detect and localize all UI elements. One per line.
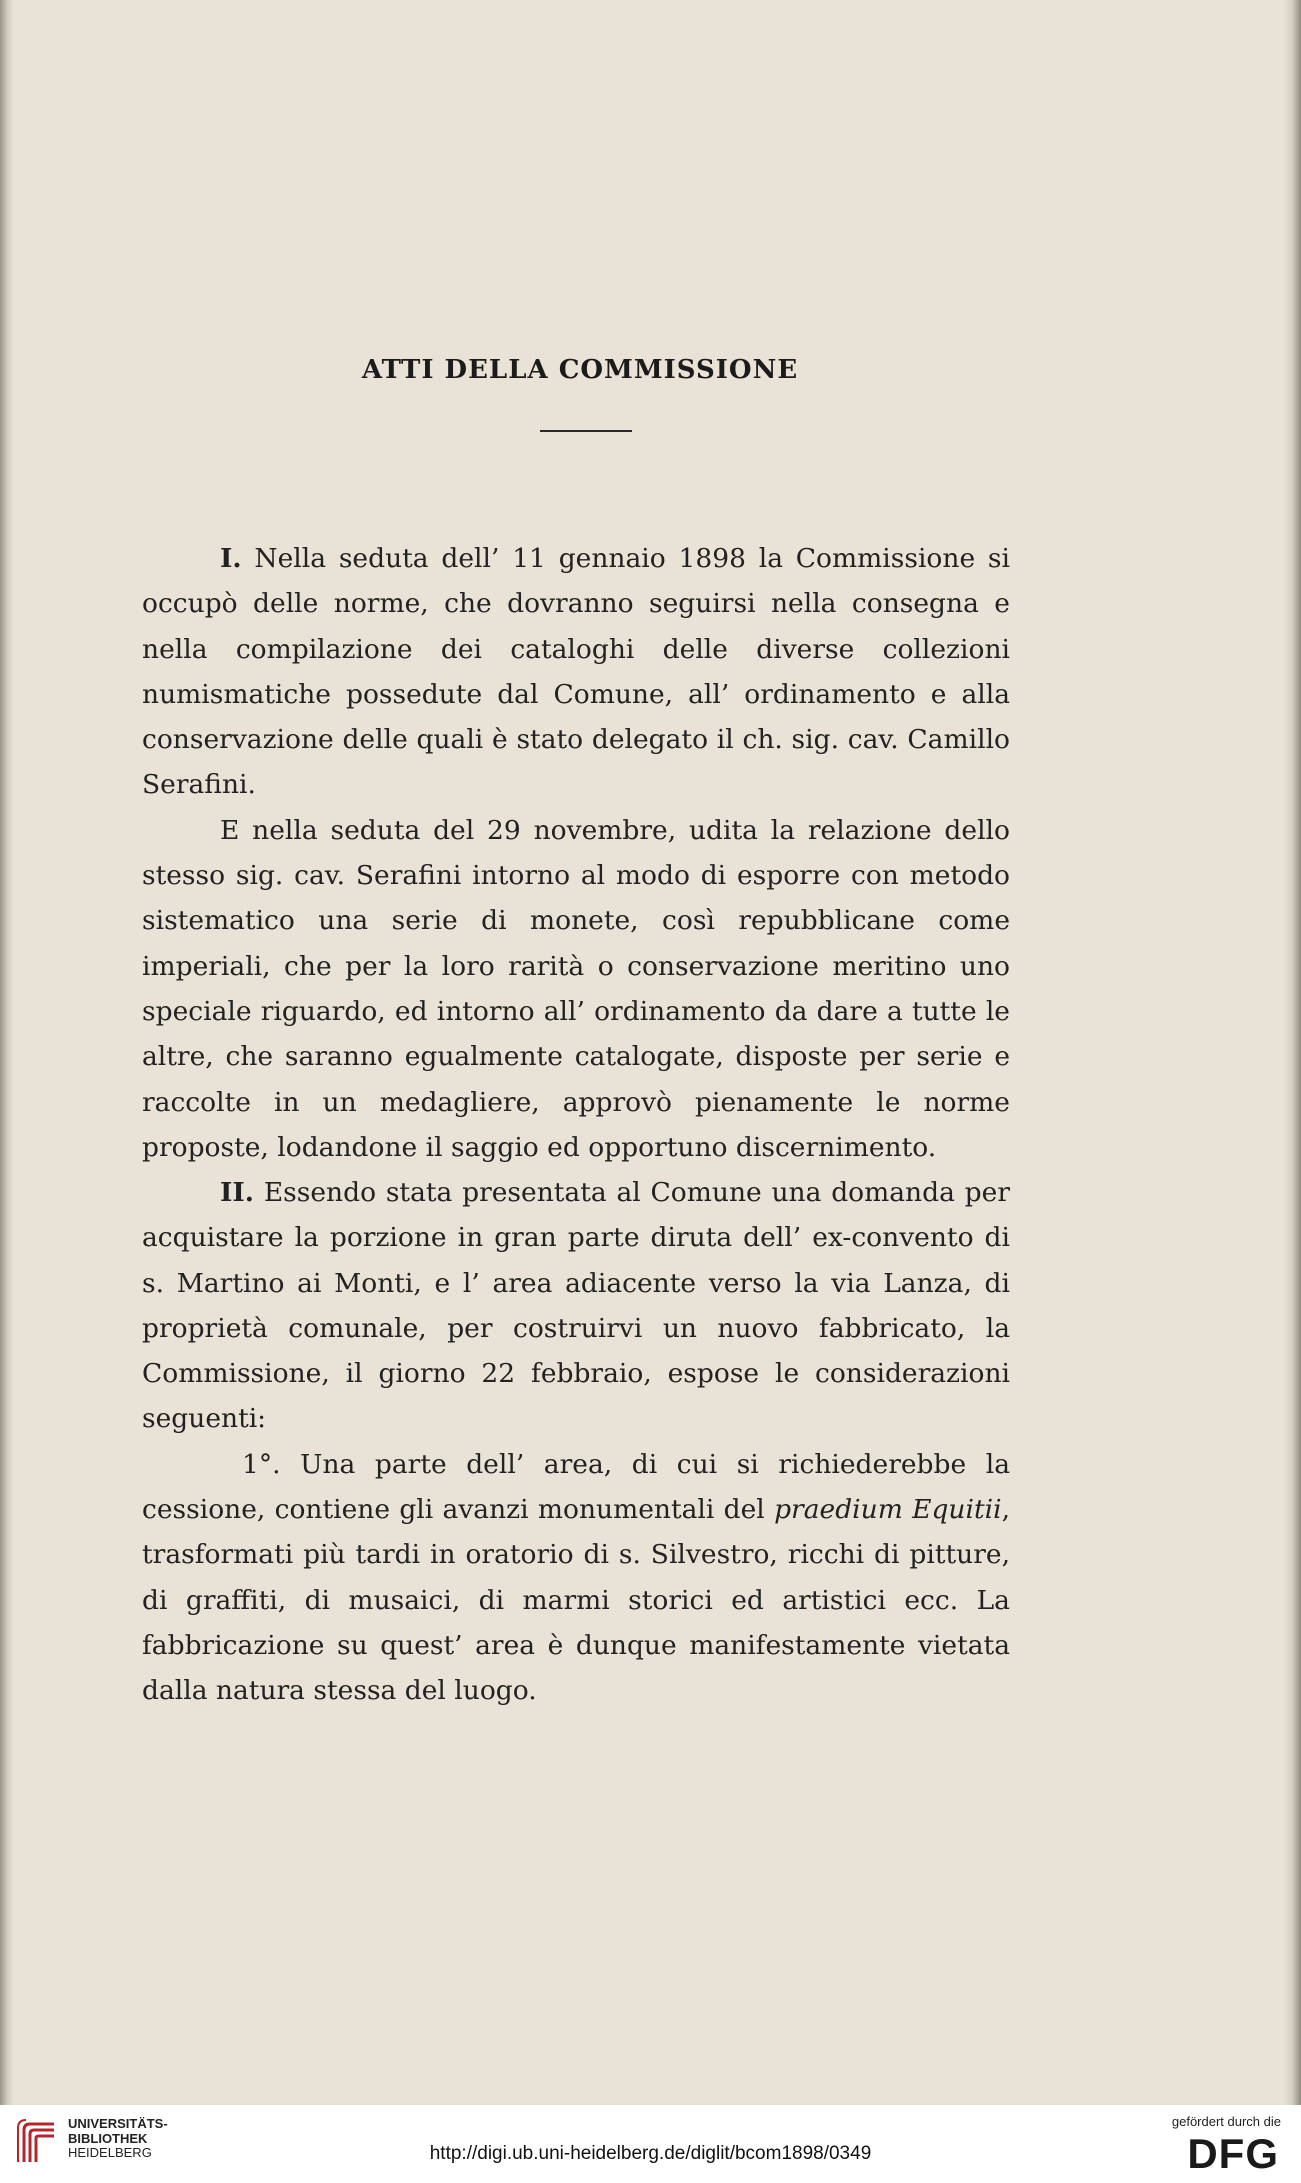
section-2 xyxy=(142,1170,1010,1714)
section-1-paragraph-1: I. Nella seduta dell’ 11 gennaio 1898 la Commissione si occupò delle norme, che dovranno seguirsi nella consegna e nella compilazione dei cataloghi delle diverse collezioni numismatiche possedute dal Comune, all’ ordinamento e alla conservazione delle quali è stato delegato il ch. sig. cav. Camillo Serafini. xyxy=(142,543,1010,801)
title-divider xyxy=(540,430,632,432)
page-title: ATTI DELLA COMMISSIONE xyxy=(361,355,799,385)
point-number: 1°. xyxy=(242,1448,281,1480)
section-2-paragraph-1: II. Essendo stata presentata al Comune una domanda per acquistare la porzione in gran parte diruta dell’ ex-convento di s. Martino ai Monti, e l’ area adiacente verso la via Lanza, di proprietà comunale, per costruirvi un nuovo fabbricato, la Commissione, il giorno 22 febbraio, espose le considerazioni seguenti: xyxy=(142,1177,1010,1435)
section-1 xyxy=(142,536,1010,1170)
italic-term: praedium Equitii xyxy=(774,1494,1002,1526)
section-1-paragraph-2: E nella seduta del 29 novembre, udita la relazione dello stesso sig. cav. Serafini intorno al modo di esporre con metodo sistematico una serie di monete, così repubblicane come imperiali, che per la loro rarità o conservazione meritino uno speciale riguardo, ed intorno all’ ordinamento da dare a tutte le altre, che saranno egualmente catalogate, disposte per serie e raccolte in un medagliere, approvò pienamente le norme proposte, lodandone il saggio ed opportuno discernimento. xyxy=(142,814,1010,1163)
funded-by-label: gefördert durch die xyxy=(1171,2114,1281,2129)
section-2-point-1: 1°. Una parte dell’ area, di cui si richiederebbe la cessione, contiene gli avanzi monumentali del praedium Equitii, trasformati più tardi in oratorio di s. Silvestro, ricchi di pitture, di graffiti, di musaici, di marmi storici ed artistici ecc. La fabbricazione su quest’ area è dunque manifestamente vietata dalla natura stessa del luogo. xyxy=(142,1448,1010,1707)
section-number: II. xyxy=(220,1177,255,1208)
dfg-logo: DFG xyxy=(1187,2130,1279,2177)
library-name: UNIVERSITÄTS- BIBLIOTHEK HEIDELBERG xyxy=(68,2116,168,2160)
source-url-link[interactable]: http://digi.ub.uni-heidelberg.de/diglit/bcom1898/0349 xyxy=(429,2143,872,2164)
section-number: I. xyxy=(220,543,242,574)
